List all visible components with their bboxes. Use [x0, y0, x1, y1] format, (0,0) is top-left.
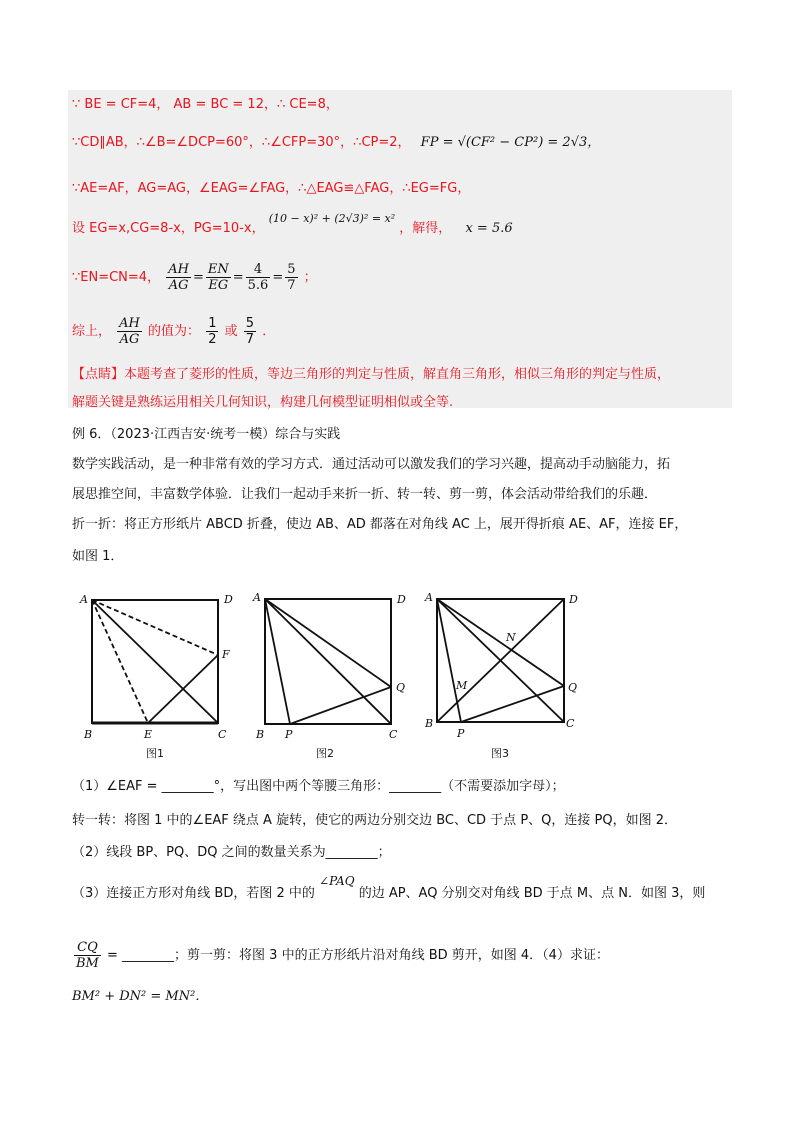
fraction-den: 7 — [245, 332, 255, 347]
fig1-dashed-ae — [92, 600, 148, 723]
question-2: （2）线段 BP、PQ、DQ 之间的数量关系为________； — [72, 845, 391, 860]
conclusion-prefix: 综上， — [72, 324, 112, 339]
fraction-den: AG — [168, 278, 189, 293]
fig1-label-b: B — [84, 728, 93, 741]
solution-line-4-result: x = 5.6 — [465, 221, 513, 236]
fig3-label-b: B — [425, 717, 434, 730]
question-1: （1）∠EAF = ________°，写出图中两个等腰三角形：________（不需要添加字母）； — [72, 779, 565, 794]
fraction-num: CQ — [74, 940, 101, 956]
fig3-label-n: N — [506, 631, 516, 644]
fraction-num: 4 — [246, 262, 271, 278]
fraction-den: BM — [76, 956, 99, 971]
figure-3 — [437, 599, 564, 722]
problem-paragraph-4: 如图 1． — [72, 549, 124, 564]
comment-line-1: 【点睛】本题考查了菱形的性质，等边三角形的判定与性质，解直角三角形，相似三角形的判定与性质， — [72, 367, 671, 382]
question-4-formula: BM² + DN² = MN²． — [72, 989, 209, 1004]
comment-line-2: 解题关键是熟练运用相关几何知识，构建几何模型证明相似或全等. — [72, 395, 454, 410]
fig1-caption: 图1 — [146, 747, 164, 760]
fraction-5-7 — [285, 262, 297, 293]
problem-heading: 例 6．（2023·江西吉安·统考一模）综合与实践 — [72, 427, 341, 442]
fraction-en-eg — [206, 262, 231, 293]
fig1-label-d: D — [224, 593, 233, 606]
fig2-label-q: Q — [396, 681, 406, 694]
solution-line-4-text: 设 EG=x,CG=8-x，PG=10-x， — [72, 221, 265, 236]
fraction-num: 5 — [245, 316, 255, 331]
conclusion-or: 或 — [224, 324, 238, 339]
figure-2 — [265, 599, 391, 724]
fig3-label-a: A — [425, 591, 433, 604]
figures-panel — [0, 585, 800, 775]
fig3-label-q: Q — [568, 681, 578, 694]
fraction-den: AG — [119, 332, 140, 347]
solution-line-2 — [72, 134, 600, 152]
fig2-segment-aq — [265, 599, 391, 687]
solution-line-3: ∵AE=AF，AG=AG，∠EAG=∠FAG，∴△EAG≌△FAG，∴EG=FG， — [72, 181, 471, 196]
conclusion-mid: 的值为： — [148, 324, 201, 339]
fraction-den: 7 — [287, 278, 296, 293]
question-3-text-a: （3）连接正方形对角线 BD，若图 2 中的 — [72, 886, 315, 901]
fraction-den: 2 — [208, 332, 217, 347]
conclusion-end: ． — [262, 324, 276, 339]
fig2-diagonal-ac — [265, 599, 391, 724]
fig2-segment-pq — [290, 687, 391, 724]
fig1-diagonal-ac — [92, 600, 218, 723]
fraction-cq-bm — [74, 940, 101, 971]
figure-1 — [92, 600, 218, 723]
fraction-num: AH — [119, 316, 140, 331]
fig3-label-m: M — [456, 679, 468, 692]
fraction-5-7-final — [244, 316, 256, 347]
problem-paragraph-2: 展思推空间，丰富数学体验．让我们一起动手来折一折、转一转、剪一剪，体会活动带给我们的乐趣． — [72, 487, 658, 502]
fig1-label-c: C — [218, 728, 227, 741]
solution-line-5 — [72, 262, 317, 293]
fraction-den: 5.6 — [247, 278, 269, 293]
fig3-segment-ap — [437, 599, 461, 722]
fig2-caption: 图2 — [316, 747, 334, 760]
fraction-num: EN — [207, 262, 229, 277]
solution-line-2-formula: FP = √(CF² − CP²) = 2√3， — [420, 135, 601, 150]
question-3-angle: ∠PAQ — [319, 874, 355, 888]
fig2-label-c: C — [389, 728, 398, 741]
solution-line-4-solve: ，解得， — [399, 221, 452, 236]
solution-line-2-text: ∵CD∥AB，∴∠B=∠DCP=60°，∴∠CFP=30°，∴CP=2， — [72, 135, 411, 150]
fig2-label-p: P — [285, 728, 293, 741]
fraction-num: 1 — [208, 316, 217, 331]
problem-paragraph-3: 折一折：将正方形纸片 ABCD 折叠，使边 AB、AD 都落在对角线 AC 上，展开得折痕 AE、AF，连接 EF， — [72, 517, 688, 532]
fraction-4-5.6 — [246, 262, 271, 293]
question-3 — [72, 874, 706, 903]
fraction-ah-ag — [166, 262, 191, 293]
solution-line-5-end: ； — [303, 270, 317, 285]
solution-line-4 — [72, 212, 513, 238]
fig3-label-d: D — [569, 593, 578, 606]
fraction-ah-ag-final — [117, 316, 142, 347]
solution-line-4-equation: (10 − x)² + (2√3)² = x² — [268, 212, 396, 225]
solution-line-6 — [72, 316, 275, 347]
fig1-label-e: E — [144, 728, 153, 741]
fig2-segment-ap — [265, 599, 290, 724]
fig2-label-b: B — [256, 728, 265, 741]
fig3-caption: 图3 — [491, 747, 509, 760]
fraction-den: EG — [208, 278, 229, 293]
fig3-label-c: C — [566, 717, 575, 730]
question-1-rotate: 转一转：将图 1 中的∠EAF 绕点 A 旋转，使它的两边分别交边 BC、CD 于点 P、Q，连接 PQ，如图 2． — [72, 813, 677, 828]
ratio-expression: $\frac{AH}{AG}$ = $\frac{EN}{EG}$ = $\frac{4}{5.6}$ = $\frac{5}{7}$ — [168, 262, 296, 293]
question-3-continued — [72, 940, 609, 971]
fig2-label-d: D — [397, 593, 406, 606]
fraction-1-2 — [206, 316, 218, 347]
fig3-label-p: P — [457, 727, 465, 740]
fraction-num: AH — [168, 262, 189, 277]
solution-line-5-text: ∵EN=CN=4， — [72, 270, 161, 285]
fig2-label-a: A — [253, 591, 261, 604]
question-3-text-b: 的边 AP、AQ 分别交对角线 BD 于点 M、点 N．如图 3，则 — [358, 886, 706, 901]
fig1-label-f: F — [222, 648, 230, 661]
fig3-segment-aq — [437, 599, 564, 686]
fig1-dashed-af — [92, 600, 218, 655]
problem-paragraph-1: 数学实践活动，是一种非常有效的学习方式．通过活动可以激发我们的学习兴趣，提高动手动脑能力，拓 — [72, 457, 671, 472]
question-3-text-c: = ________；剪一剪：将图 3 中的正方形纸片沿对角线 BD 剪开，如图 4．（4）求证： — [107, 948, 609, 963]
fig1-label-a: A — [80, 593, 88, 606]
fig3-segment-pq — [461, 686, 564, 722]
fraction-num: 5 — [287, 262, 296, 277]
solution-line-1: ∵ BE = CF=4， AB = BC = 12，∴ CE=8， — [72, 97, 339, 112]
